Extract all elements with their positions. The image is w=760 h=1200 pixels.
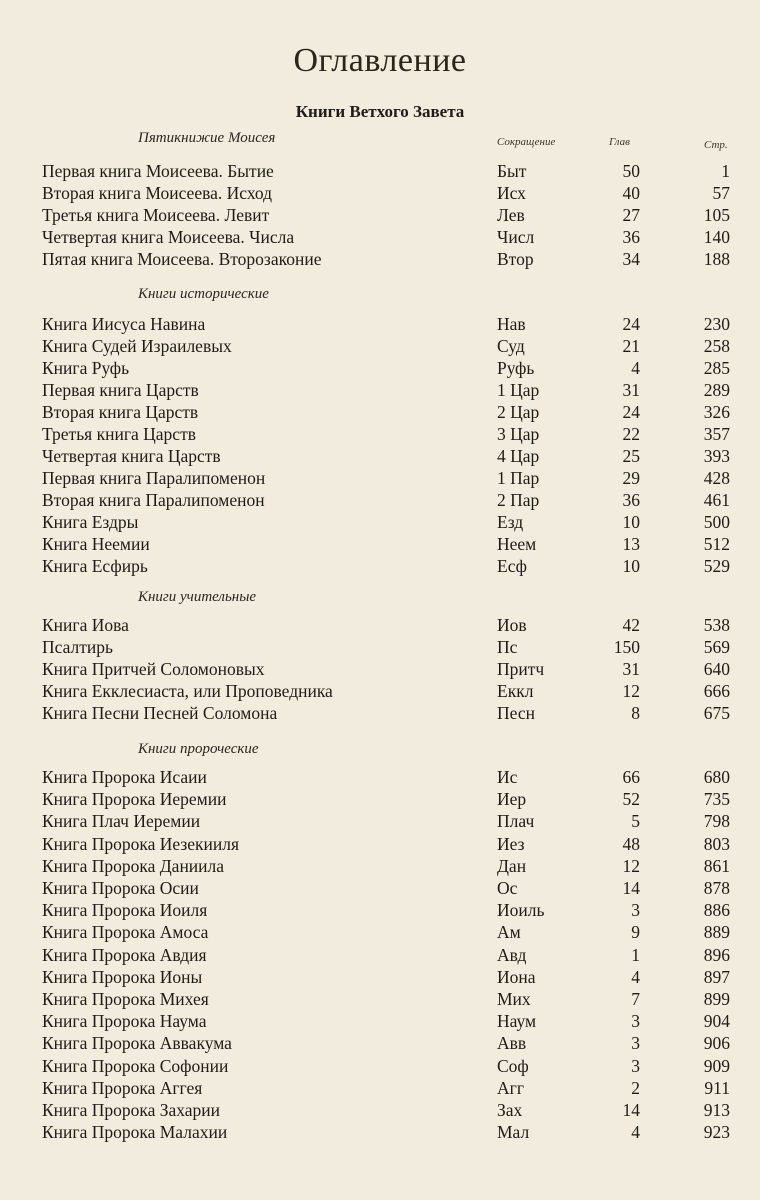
page-number: 735 (703, 789, 730, 810)
page-subtitle: Книги Ветхого Завета (295, 102, 465, 121)
book-abbreviation: 3 Цар (497, 424, 540, 444)
book-abbreviation: Втор (497, 249, 534, 269)
chapter-count: 4 (631, 1122, 640, 1143)
page-number: 861 (703, 855, 730, 876)
page-number: 538 (703, 615, 730, 635)
toc-row (0, 226, 760, 248)
page-number: 512 (703, 534, 730, 554)
page-number: 285 (703, 358, 730, 378)
page-number: 57 (712, 183, 730, 203)
chapter-count: 21 (622, 336, 640, 356)
page-number: 569 (703, 637, 730, 657)
book-abbreviation: Ис (497, 767, 518, 787)
chapter-count: 3 (631, 1033, 640, 1054)
book-abbreviation: Авд (497, 944, 527, 965)
toc-row (0, 489, 760, 511)
page-number: 529 (703, 556, 730, 576)
toc-row (0, 614, 760, 636)
toc-row (0, 810, 760, 832)
book-title: Псалтирь (42, 637, 114, 657)
book-abbreviation: Руфь (497, 358, 535, 378)
page-number: 640 (703, 659, 730, 679)
section-heading-historical: Книги исторические (138, 286, 269, 302)
book-title: Книга Пророка Осии (42, 878, 199, 898)
toc-row (0, 182, 760, 204)
page-number: 913 (703, 1100, 730, 1120)
chapter-count: 36 (622, 490, 640, 510)
page-title: Оглавление (293, 42, 467, 79)
book-title: Вторая книга Царств (42, 402, 199, 422)
book-abbreviation: Есф (497, 556, 528, 576)
chapter-count: 34 (622, 249, 640, 269)
page-number: 461 (703, 490, 730, 510)
book-title: Книга Есфирь (42, 556, 148, 576)
page-number: 896 (703, 944, 730, 965)
toc-row (0, 401, 760, 423)
chapter-count: 3 (631, 1055, 640, 1076)
book-title: Книга Притчей Соломоновых (42, 659, 265, 679)
page-number: 188 (703, 249, 730, 269)
book-title: Книга Иова (42, 615, 129, 635)
book-abbreviation: Агг (497, 1077, 524, 1098)
book-title: Книга Ездры (42, 512, 139, 532)
toc-row (0, 248, 760, 270)
book-title: Третья книга Царств (42, 424, 196, 444)
chapter-count: 24 (622, 314, 640, 334)
book-title: Пятая книга Моисеева. Второзаконие (42, 249, 322, 269)
book-abbreviation: Иез (497, 833, 525, 854)
page-number: 289 (703, 380, 730, 400)
book-abbreviation: 2 Цар (497, 402, 540, 422)
book-title: Вторая книга Паралипоменон (42, 490, 265, 510)
toc-row (0, 357, 760, 379)
toc-row (0, 423, 760, 445)
toc-row (0, 966, 760, 988)
toc-row (0, 1077, 760, 1099)
page-number: 911 (704, 1077, 730, 1098)
chapter-count: 40 (622, 183, 640, 203)
toc-row (0, 788, 760, 810)
book-abbreviation: Нав (497, 314, 526, 334)
chapter-count: 4 (631, 966, 640, 987)
book-abbreviation: Песн (497, 703, 535, 723)
page-number: 680 (703, 767, 730, 787)
book-abbreviation: Иов (497, 615, 527, 635)
chapter-count: 42 (622, 615, 640, 635)
page-number: 1 (721, 161, 730, 181)
book-abbreviation: Мих (497, 989, 531, 1009)
book-title: Четвертая книга Царств (42, 446, 221, 466)
page-number: 909 (703, 1055, 730, 1076)
chapter-count: 150 (613, 637, 640, 657)
chapter-count: 50 (622, 161, 640, 181)
chapter-count: 29 (622, 468, 640, 488)
book-title: Книга Неемии (42, 534, 150, 554)
page-number: 428 (703, 468, 730, 488)
toc-row (0, 511, 760, 533)
book-abbreviation: Быт (497, 161, 527, 181)
book-abbreviation: 4 Цар (497, 446, 540, 466)
chapter-count: 27 (622, 205, 640, 225)
book-title: Книга Пророка Авдия (42, 944, 207, 965)
toc-row (0, 555, 760, 577)
page-number: 230 (703, 314, 730, 334)
chapter-count: 13 (622, 534, 640, 554)
book-title: Книга Пророка Софонии (42, 1055, 229, 1076)
toc-row (0, 1121, 760, 1143)
book-title: Книга Пророка Амоса (42, 922, 209, 943)
book-title: Книга Пророка Ионы (42, 966, 203, 987)
book-abbreviation: Притч (497, 659, 545, 679)
book-title: Книга Пророка Даниила (42, 855, 225, 876)
toc-row (0, 877, 760, 899)
book-abbreviation: 1 Пар (497, 468, 540, 488)
toc-row (0, 160, 760, 182)
book-title: Первая книга Паралипоменон (42, 468, 266, 488)
page-number: 899 (703, 989, 730, 1009)
book-title: Книга Пророка Захарии (42, 1100, 221, 1120)
toc-row (0, 1010, 760, 1032)
book-title: Книга Пророка Малахии (42, 1122, 228, 1143)
toc-row (0, 702, 760, 724)
toc-row (0, 533, 760, 555)
book-abbreviation: Наум (497, 1011, 537, 1032)
book-title: Книга Пророка Наума (42, 1011, 207, 1032)
book-title: Первая книга Царств (42, 380, 199, 400)
page-number: 326 (703, 402, 730, 422)
section-heading-prophets: Книги пророческие (138, 741, 259, 757)
book-abbreviation: Зах (497, 1100, 523, 1120)
book-title: Книга Пророка Исаии (42, 767, 207, 787)
chapter-count: 52 (622, 789, 640, 810)
toc-row (0, 921, 760, 943)
chapter-count: 3 (631, 900, 640, 921)
book-title: Книга Екклесиаста, или Проповедника (42, 681, 333, 701)
page-number: 258 (703, 336, 730, 356)
chapter-count: 14 (622, 878, 640, 898)
chapter-count: 36 (622, 227, 640, 247)
page-number: 803 (703, 833, 730, 854)
book-abbreviation: Суд (497, 336, 525, 356)
toc-row (0, 658, 760, 680)
toc-row (0, 379, 760, 401)
chapter-count: 10 (622, 556, 640, 576)
page-number: 500 (703, 512, 730, 532)
book-title: Третья книга Моисеева. Левит (42, 205, 270, 225)
toc-row (0, 855, 760, 877)
section-heading-pentateuch: Пятикнижие Моисея (138, 130, 276, 146)
page-number: 798 (703, 811, 730, 832)
toc-row (0, 313, 760, 335)
chapter-count: 5 (631, 811, 640, 832)
book-abbreviation: Иона (497, 966, 536, 987)
page-number: 675 (703, 703, 730, 723)
book-title: Книга Пророка Иоиля (42, 900, 208, 921)
toc-row (0, 944, 760, 966)
book-abbreviation: Ос (497, 878, 518, 898)
chapter-count: 66 (622, 767, 640, 787)
page-number: 393 (703, 446, 730, 466)
column-header-abbr: Сокращение (497, 136, 556, 148)
book-abbreviation: 2 Пар (497, 490, 540, 510)
book-title: Книга Пророка Аввакума (42, 1033, 232, 1054)
book-title: Книга Песни Песней Соломона (42, 703, 278, 723)
book-abbreviation: Иоиль (497, 900, 545, 921)
book-abbreviation: Пс (497, 637, 518, 657)
chapter-count: 22 (622, 424, 640, 444)
page-number: 140 (703, 227, 730, 247)
book-abbreviation: Еккл (497, 681, 534, 701)
book-title: Вторая книга Моисеева. Исход (42, 183, 273, 203)
book-title: Книга Иисуса Навина (42, 314, 206, 334)
toc-row (0, 445, 760, 467)
book-title: Книга Пророка Иезекииля (42, 833, 240, 854)
book-title: Книга Пророка Аггея (42, 1077, 203, 1098)
page-number: 105 (703, 205, 730, 225)
chapter-count: 31 (622, 659, 640, 679)
book-abbreviation: 1 Цар (497, 380, 540, 400)
book-abbreviation: Езд (497, 512, 524, 532)
toc-row (0, 1099, 760, 1121)
chapter-count: 10 (622, 512, 640, 532)
chapter-count: 2 (631, 1077, 640, 1098)
book-abbreviation: Ам (497, 922, 521, 943)
page-number: 889 (703, 922, 730, 943)
book-title: Книга Руфь (42, 358, 130, 378)
book-abbreviation: Исх (497, 183, 526, 203)
page-number: 878 (703, 878, 730, 898)
book-abbreviation: Лев (497, 205, 525, 225)
toc-row (0, 1032, 760, 1054)
chapter-count: 8 (631, 703, 640, 723)
toc-row (0, 467, 760, 489)
page-number: 906 (703, 1033, 730, 1054)
toc-row (0, 636, 760, 658)
page-number: 886 (703, 900, 730, 921)
chapter-count: 1 (631, 944, 640, 965)
chapter-count: 25 (622, 446, 640, 466)
book-abbreviation: Соф (497, 1055, 529, 1076)
toc-row (0, 833, 760, 855)
page-number: 904 (703, 1011, 730, 1032)
book-abbreviation: Авв (497, 1033, 527, 1054)
chapter-count: 48 (622, 833, 640, 854)
toc-row (0, 899, 760, 921)
chapter-count: 7 (631, 989, 640, 1009)
toc-row (0, 680, 760, 702)
book-title: Книга Судей Израилевых (42, 336, 232, 356)
book-abbreviation: Дан (497, 855, 527, 876)
column-header-page: Стр. (704, 139, 728, 151)
chapter-count: 3 (631, 1011, 640, 1032)
chapter-count: 31 (622, 380, 640, 400)
chapter-count: 12 (622, 681, 640, 701)
book-title: Книга Пророка Иеремии (42, 789, 227, 810)
page-number: 666 (703, 681, 730, 701)
book-title: Книга Плач Иеремии (42, 811, 201, 832)
chapter-count: 12 (622, 855, 640, 876)
chapter-count: 24 (622, 402, 640, 422)
book-abbreviation: Числ (497, 227, 535, 247)
book-title: Книга Пророка Михея (42, 989, 209, 1009)
book-abbreviation: Мал (497, 1122, 530, 1143)
page-number: 357 (703, 424, 730, 444)
toc-row (0, 766, 760, 788)
chapter-count: 4 (631, 358, 640, 378)
book-abbreviation: Неем (497, 534, 537, 554)
book-title: Первая книга Моисеева. Бытие (42, 161, 274, 181)
page-number: 923 (703, 1122, 730, 1143)
book-abbreviation: Иер (497, 789, 527, 810)
toc-row (0, 988, 760, 1010)
toc-row (0, 204, 760, 226)
toc-row (0, 335, 760, 357)
column-header-chapters: Глав (609, 136, 630, 148)
chapter-count: 14 (622, 1100, 640, 1120)
book-title: Четвертая книга Моисеева. Числа (42, 227, 295, 247)
page-number: 897 (703, 966, 730, 987)
section-heading-wisdom: Книги учительные (138, 589, 257, 605)
chapter-count: 9 (631, 922, 640, 943)
book-abbreviation: Плач (497, 811, 535, 832)
toc-row (0, 1055, 760, 1077)
